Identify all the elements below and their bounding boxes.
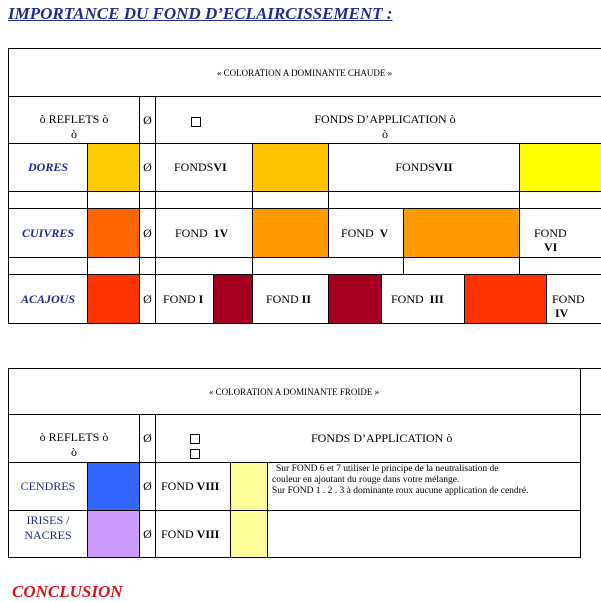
fond-cell-ii: FOND II [266,291,312,306]
fond-cell-v: FOND V [341,225,389,240]
checkbox-icon [191,117,201,127]
page-title: IMPORTANCE DU FOND D’ECLAIRCISSEMENT : [8,4,393,23]
oslash-icon: Ø [143,526,152,541]
swatch-dores [88,144,139,191]
warm-fonds-header: FONDS D’APPLICATION ò ò [314,112,456,141]
swatch-acajous [88,275,139,323]
conclusion-heading: CONCLUSION [12,582,123,601]
oslash-icon: Ø [143,112,152,127]
fond-swatch-iii [465,275,546,323]
oslash-icon: Ø [143,479,152,493]
row-label-acajous: ACAJOUS [20,291,76,306]
fond-swatch-viii-cendres [231,463,267,510]
fond-swatch-ii [329,275,381,323]
fond-cell-vi: FONDS VI [174,160,227,174]
oslash-icon: Ø [143,225,152,240]
swatch-cuivres [88,209,139,257]
warm-reflets-header: ò REFLETS ò ò [39,112,109,141]
fond-cell-viii-cendres: FOND VIII [161,479,220,493]
fond-cell-vi-cuivres: FOND VI [534,226,567,254]
cold-coloration-table [0,360,601,570]
fond-cell-iii: FOND III [391,291,444,306]
row-label-dores: DORES [27,160,68,174]
fond-cell-viii-irises: FOND VIII [161,526,220,541]
swatch-cendres [88,463,139,510]
fond-swatch-vii [520,144,601,191]
neutralisation-note: Sur FOND 6 et 7 utiliser le principe de la neutralisation de couleur en ajoutant du rouge dans votre mélange. Sur FOND 1 . 2 . 3 à dominante roux aucune application de cendré. [272,464,529,496]
oslash-icon: Ø [143,291,152,306]
checkbox-icon [190,434,200,444]
checkbox-icon [190,449,200,459]
row-label-irises: IRISES / NACRES [24,513,72,542]
fond-cell-iv: FOND IV [552,292,585,320]
fond-swatch-1v [253,209,328,257]
fond-cell-1v: FOND 1V [175,225,229,240]
swatch-irises [88,511,139,557]
warm-table-header: « COLORATION A DOMINANTE CHAUDE » [216,67,393,78]
row-label-cuivres: CUIVRES [21,225,75,240]
fond-swatch-i [214,275,252,323]
row-label-cendres: CENDRES [20,479,76,493]
fond-swatch-vi [253,144,328,191]
fond-cell-vii: FONDS VII [395,160,453,174]
fond-cell-i: FOND I [163,291,204,306]
oslash-icon: Ø [143,160,152,174]
cold-reflets-header: ò REFLETS ò ò [39,430,109,459]
cold-fonds-header: FONDS D’APPLICATION ò [311,431,453,445]
fond-swatch-v [404,209,519,257]
fond-swatch-viii-irises [231,511,267,557]
oslash-icon: Ø [143,431,152,445]
cold-table-header: « COLORATION A DOMINANTE FROIDE » [208,386,380,397]
